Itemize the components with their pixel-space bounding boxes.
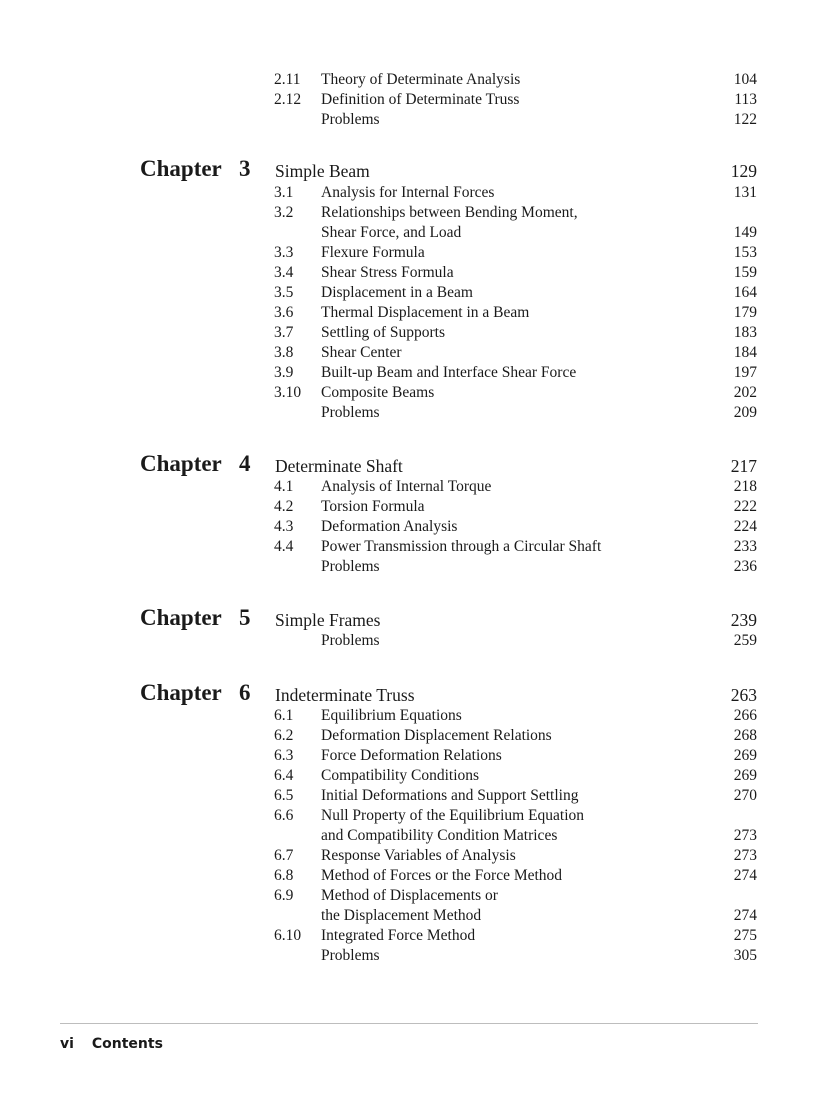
page-number: 184 [733,344,757,361]
section-number: 6.5 [274,787,294,804]
toc-section-entry[interactable] [0,517,840,537]
chapter-number: 4 [239,451,251,476]
page-number: 233 [733,538,757,555]
section-title: Initial Deformations and Support Settling [321,787,579,804]
toc-section-entry[interactable] [0,477,840,497]
section-number: 3.4 [274,264,294,281]
page-number: 217 [730,456,757,476]
page-number: 131 [733,184,757,201]
section-number: 3.9 [274,364,294,381]
section-title: Torsion Formula [321,498,425,515]
toc-section-entry[interactable] [0,243,840,263]
section-title: Problems [321,111,380,128]
page-number: 270 [733,787,757,804]
section-number: 3.2 [274,204,294,221]
section-number: 6.6 [274,807,294,824]
toc-section-entry[interactable] [0,806,840,826]
section-number: 6.2 [274,727,294,744]
section-title: Settling of Supports [321,324,446,341]
toc-section-entry[interactable] [0,786,840,806]
chapter-number: 3 [239,156,251,181]
section-title: Power Transmission through a Circular Shaft [321,538,602,555]
section-number: 3.10 [274,384,302,401]
toc-section-entry[interactable] [0,363,840,383]
section-title: Problems [321,632,380,649]
page-number: 113 [734,91,757,108]
page-number: 239 [730,610,757,630]
section-number: 3.7 [274,324,294,341]
page-footer [60,1034,163,1054]
page-number: 263 [730,685,757,705]
chapter-title: Determinate Shaft [275,456,403,476]
toc-section-entry[interactable] [0,283,840,303]
section-title: Force Deformation Relations [321,747,502,764]
page-number: 274 [733,907,757,924]
toc-chapter-entry[interactable] [0,156,840,181]
section-title: Analysis of Internal Torque [321,478,492,495]
toc-section-entry[interactable] [0,183,840,203]
toc-section-entry[interactable] [0,223,840,243]
chapter-label: Chapter [140,605,222,630]
section-number: 3.1 [274,184,294,201]
toc-section-entry[interactable] [0,383,840,403]
toc-section-entry[interactable] [0,90,840,110]
section-number: 4.3 [274,518,294,535]
page-number: 218 [733,478,757,495]
toc-section-entry[interactable] [0,537,840,557]
chapter-title: Indeterminate Truss [275,685,415,705]
toc-section-entry[interactable] [0,906,840,926]
toc-chapter-entry[interactable] [0,451,840,476]
toc-section-entry[interactable] [0,746,840,766]
section-number: 2.11 [274,71,301,88]
toc-section-entry[interactable] [0,343,840,363]
toc-section-entry[interactable] [0,203,840,223]
page-number: 224 [733,518,757,535]
toc-section-entry[interactable] [0,631,840,651]
toc-section-entry[interactable] [0,70,840,90]
section-number: 3.5 [274,284,294,301]
section-title: and Compatibility Condition Matrices [321,827,558,844]
toc-section-entry[interactable] [0,706,840,726]
footer-divider [60,1023,758,1024]
toc-section-entry[interactable] [0,557,840,577]
chapter-number: 6 [239,680,251,705]
page-number: 129 [730,161,757,181]
toc-section-entry[interactable] [0,766,840,786]
section-title: Null Property of the Equilibrium Equation [321,807,585,824]
section-title: Method of Forces or the Force Method [321,867,563,884]
section-number: 3.6 [274,304,294,321]
page-number: 179 [733,304,757,321]
section-title: Problems [321,947,380,964]
section-number: 4.1 [274,478,294,495]
chapter-label: Chapter [140,451,222,476]
section-number: 6.10 [274,927,302,944]
page-number: 269 [733,747,757,764]
toc-section-entry[interactable] [0,866,840,886]
toc-section-entry[interactable] [0,946,840,966]
page-number: 104 [733,71,757,88]
section-title: Flexure Formula [321,244,425,261]
page-number: 164 [733,284,757,301]
chapter-number: 5 [239,605,251,630]
page-number: 266 [733,707,757,724]
section-number: 4.2 [274,498,294,515]
toc-section-entry[interactable] [0,303,840,323]
section-number: 6.8 [274,867,294,884]
section-title: Deformation Displacement Relations [321,727,552,744]
section-title: Thermal Displacement in a Beam [321,304,530,321]
toc-section-entry[interactable] [0,926,840,946]
section-title: the Displacement Method [321,907,482,924]
section-title: Equilibrium Equations [321,707,462,724]
page-number: 236 [733,558,757,575]
section-title: Response Variables of Analysis [321,847,516,864]
section-title: Displacement in a Beam [321,284,473,301]
page-number: 159 [733,264,757,281]
section-title: Deformation Analysis [321,518,458,535]
section-number: 6.7 [274,847,294,864]
section-title: Integrated Force Method [321,927,476,944]
chapter-title: Simple Frames [275,610,381,630]
page-number: 305 [733,947,757,964]
page-number: 197 [733,364,757,381]
section-number: 2.12 [274,91,302,108]
page-number: 183 [733,324,757,341]
section-number: 6.3 [274,747,294,764]
page-number: 268 [733,727,757,744]
section-title: Definition of Determinate Truss [321,91,520,108]
section-number: 3.3 [274,244,294,261]
page-folio: vi [60,1036,74,1052]
toc-section-entry[interactable] [0,323,840,343]
section-title: Relationships between Bending Moment, [321,204,578,221]
page-number: 274 [733,867,757,884]
toc-section-entry[interactable] [0,497,840,517]
toc-chapter-entry[interactable] [0,680,840,705]
section-title: Analysis for Internal Forces [321,184,495,201]
toc-chapter-entry[interactable] [0,605,840,630]
section-title: Problems [321,404,380,421]
toc-section-entry[interactable] [0,726,840,746]
section-number: 6.9 [274,887,294,904]
page-number: 275 [733,927,757,944]
toc-section-entry[interactable] [0,886,840,906]
chapter-title: Simple Beam [275,161,370,181]
page-number: 259 [733,632,757,649]
toc-section-entry[interactable] [0,846,840,866]
section-number: 6.1 [274,707,294,724]
section-title: Shear Center [321,344,402,361]
toc-section-entry[interactable] [0,110,840,130]
section-number: 3.8 [274,344,294,361]
section-number: 6.4 [274,767,294,784]
section-title: Composite Beams [321,384,435,401]
page-number: 269 [733,767,757,784]
page-number: 273 [733,847,757,864]
section-title: Built-up Beam and Interface Shear Force [321,364,577,381]
chapter-label: Chapter [140,680,222,705]
chapter-label: Chapter [140,156,222,181]
section-title: Theory of Determinate Analysis [321,71,521,88]
page-number: 122 [733,111,757,128]
section-title: Shear Stress Formula [321,264,454,281]
page-number: 153 [733,244,757,261]
running-head: Contents [91,1036,163,1052]
section-number: 4.4 [274,538,294,555]
section-title: Method of Displacements or [321,887,498,904]
page-number: 202 [733,384,757,401]
page-number: 149 [733,224,757,241]
toc-section-entry[interactable] [0,403,840,423]
page-number: 273 [733,827,757,844]
toc-section-entry[interactable] [0,263,840,283]
toc-section-entry[interactable] [0,826,840,846]
section-title: Compatibility Conditions [321,767,480,784]
page-number: 209 [733,404,757,421]
section-title: Problems [321,558,380,575]
section-title: Shear Force, and Load [321,224,462,241]
page-number: 222 [733,498,757,515]
